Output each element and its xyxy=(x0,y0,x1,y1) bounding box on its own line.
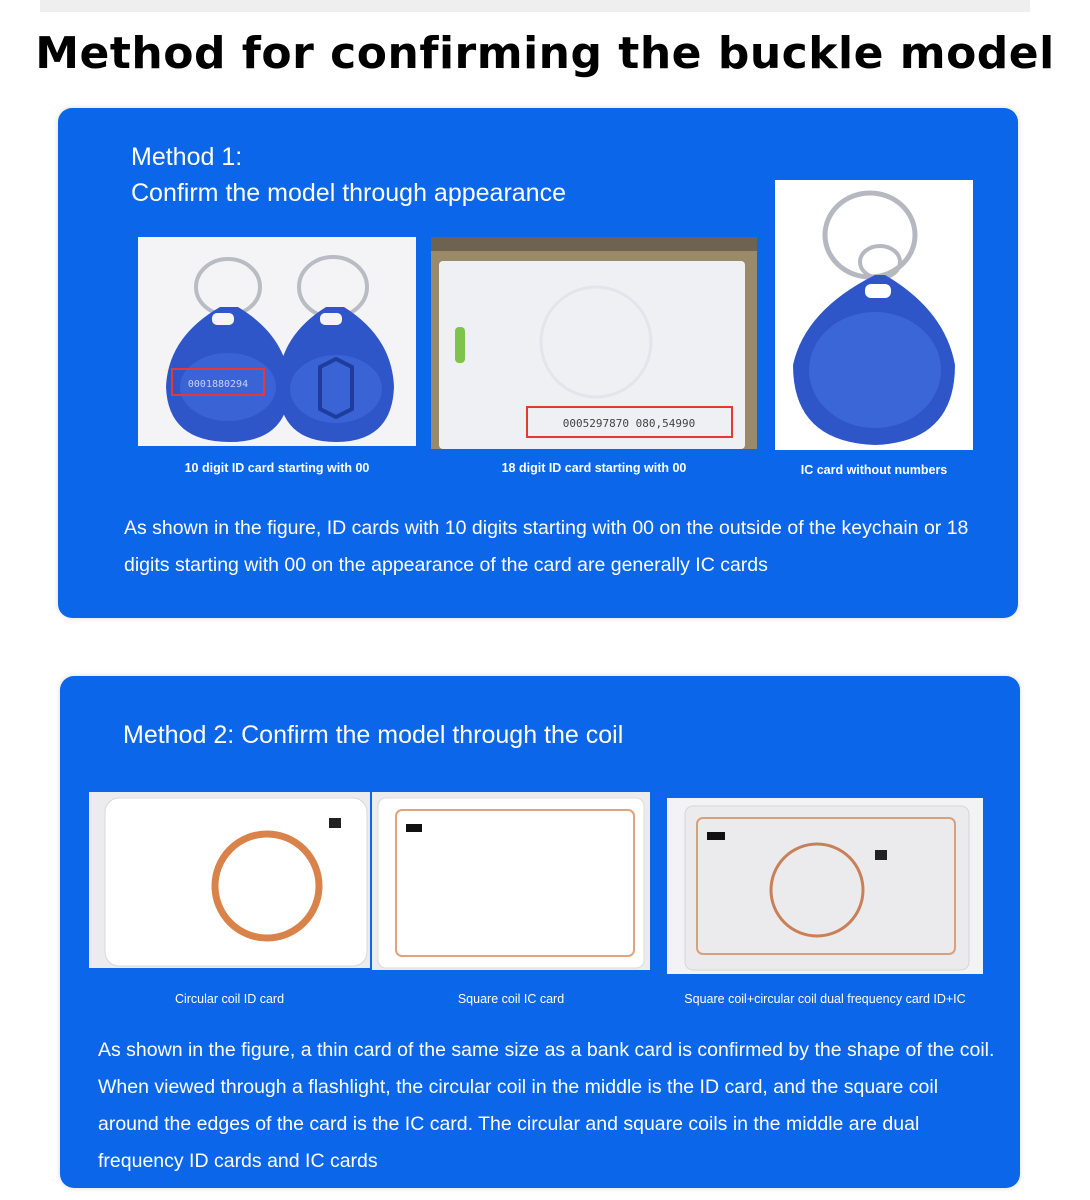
caption-18-digit-id: 18 digit ID card starting with 00 xyxy=(501,461,687,475)
caption-dual-coil: Square coil+circular coil dual frequency card ID+IC xyxy=(684,992,966,1006)
circular-coil-card-image xyxy=(89,792,370,968)
method-1-heading-line-2: Confirm the model through appearance xyxy=(131,179,566,207)
method-2-panel xyxy=(60,676,1020,1188)
square-coil-card-image xyxy=(372,792,650,970)
method-1-heading-line-1: Method 1: xyxy=(131,143,243,171)
caption-10-digit-id: 10 digit ID card starting with 00 xyxy=(184,461,370,475)
photo-circular-coil xyxy=(89,792,370,968)
method-2-description: As shown in the figure, a thin card of the same size as a bank card is confirmed by the shape of the coil. When viewed through a flashlight, the circular coil in the middle is the ID card, and the square coil around the edges of the card is the IC card. The circular and square coils in the middle are dual frequency ID cards and IC cards xyxy=(98,1039,995,1172)
caption-ic-card: IC card without numbers xyxy=(800,463,948,477)
printed-number-10-digit: 0001880294 xyxy=(187,379,249,390)
page-title: Method for confirming the buckle model xyxy=(35,28,1055,79)
photo-keyfob-10-digit xyxy=(138,237,416,446)
method-1-description: As shown in the figure, ID cards with 10 digits starting with 00 on the outside of the keychain or 18 digits starting with 00 on the appearance of the card are generally IC cards xyxy=(124,517,969,576)
printed-number-18-digit: 0005297870 080,54990 xyxy=(562,417,696,430)
caption-square-coil: Square coil IC card xyxy=(457,992,565,1006)
white-card-image xyxy=(431,237,757,449)
single-keyfob-image xyxy=(775,180,973,450)
keyfob-pair-image xyxy=(138,237,416,446)
method-1-panel xyxy=(58,108,1018,618)
dual-coil-card-image xyxy=(667,798,983,974)
top-strip xyxy=(40,0,1030,12)
photo-ic-keyfob xyxy=(775,180,973,450)
photo-dual-coil xyxy=(667,798,983,974)
caption-circular-coil: Circular coil ID card xyxy=(174,992,285,1006)
method-2-heading: Method 2: Confirm the model through the coil xyxy=(123,721,624,749)
photo-card-18-digit xyxy=(431,237,757,449)
photo-square-coil xyxy=(372,792,650,970)
